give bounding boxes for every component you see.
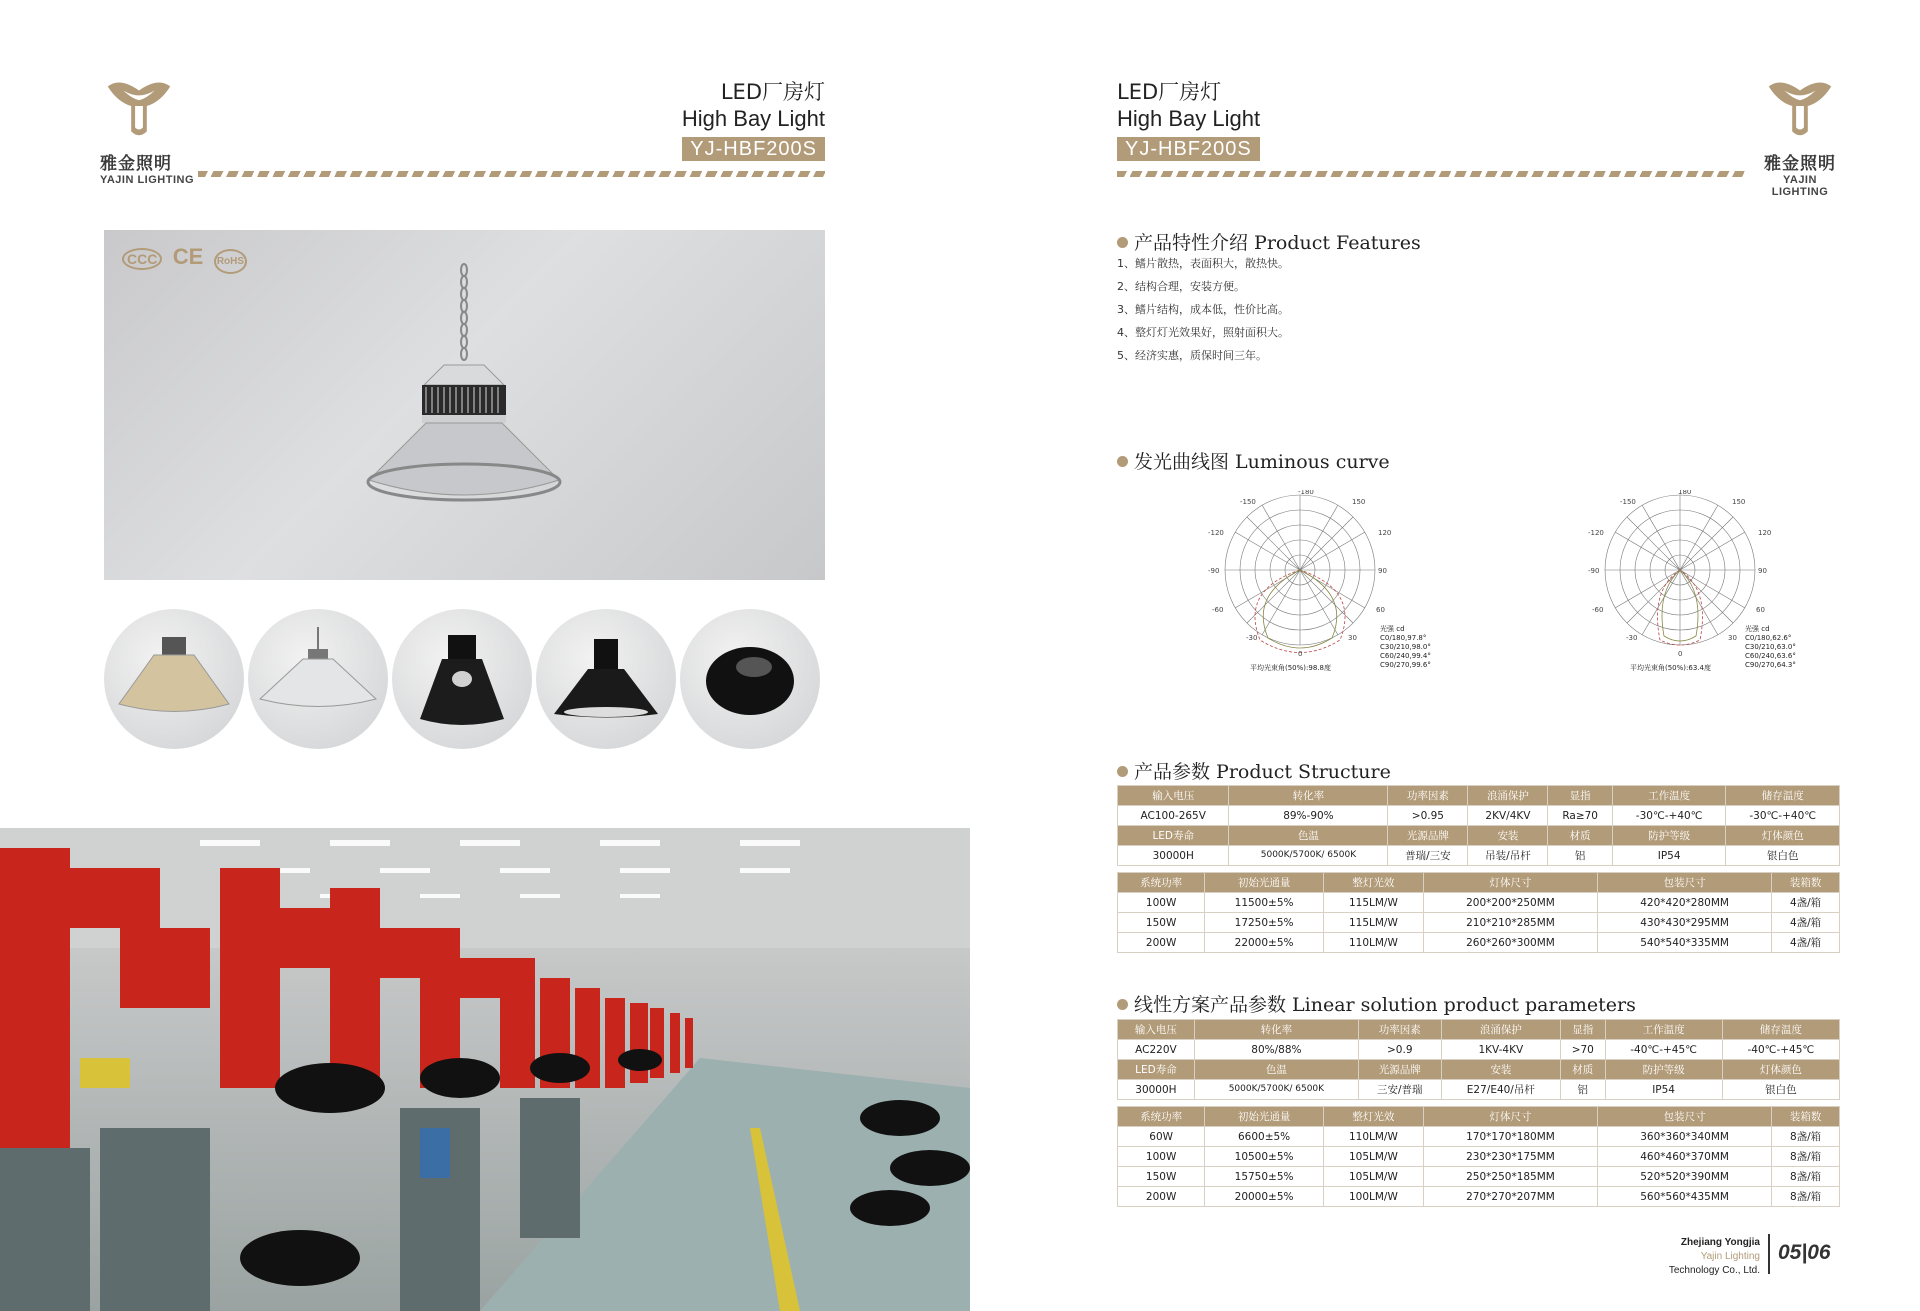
table-header-row: LED寿命 色温 光源品牌 安装 材质 防护等级 灯体颜色 [1118,826,1840,846]
section-bullet-icon [1117,456,1128,467]
section-bullet-icon [1117,237,1128,248]
header-model-right: YJ-HBF200S [1117,137,1260,161]
features-list [1117,252,1289,367]
polar-angle-label: 0 [1298,650,1303,658]
polar-angle-label: -30 [1246,634,1258,642]
structure-table-general [1117,785,1840,866]
lamp-black-icon [392,609,532,749]
beam-angle-1: 平均光束角(50%):98.8度 [1250,664,1331,672]
right-header [1117,76,1260,161]
header-model: YJ-HBF200S [682,137,825,161]
luminous-title: 发光曲线图 Luminous curve [1117,447,1390,474]
header-title-en: High Bay Light [681,106,825,131]
brand-logo-icon-right [1761,72,1839,144]
table-row: 60W 6600±5% 110LM/W 170*170*180MM 360*360*340MM 8盏/箱 [1118,1127,1840,1147]
beam-angle-2: 平均光束角(50%):63.4度 [1630,664,1711,672]
luminous-curve-2 [1560,490,1800,675]
product-thumb-heatsink[interactable] [680,609,820,749]
rohs-icon: RoHS [214,249,247,274]
brand-logo-icon [100,72,178,144]
left-header [682,76,825,161]
linear-tables [1117,1019,1840,1207]
polar-angle-label: -60 [1592,606,1604,614]
factory-photo [0,828,970,1311]
hero-product-image [104,230,825,580]
polar-angle-label: -90 [1208,567,1220,575]
table-header-row: LED寿命 色温 光源品牌 安装 材质 防护等级 灯体颜色 [1118,1060,1840,1080]
brand-name-cn-right: 雅金照明 [1764,154,1836,174]
page-number: 05|06 [1778,1241,1831,1264]
table-row: 200W 20000±5% 100LM/W 270*270*207MM 560*560*435MM 8盏/箱 [1118,1187,1840,1207]
ce-icon: CE [172,244,204,269]
polar-legend-2: 光强 cd C0/180,62.6° C30/210,63.0° C60/240,63.6° C90/270,64.3° [1745,625,1796,669]
polar-angle-label: 90 [1378,567,1387,575]
polar-angle-label: 30 [1728,634,1737,642]
table-row: AC220V 80%/88% >0.9 1KV-4KV >70 -40℃-+45℃ -40℃-+45℃ [1118,1040,1840,1060]
table-row: 200W 22000±5% 110LM/W 260*260*300MM 540*540*335MM 4盏/箱 [1118,933,1840,953]
linear-table-power [1117,1106,1840,1207]
brand-name-en-right: YAJIN LIGHTING [1771,174,1829,198]
feature-item: 1、鳍片散热，表面积大，散热快。 [1117,257,1289,270]
lamp-gold-icon [104,609,244,749]
table-row: 150W 15750±5% 105LM/W 250*250*185MM 520*520*390MM 8盏/箱 [1118,1167,1840,1187]
section-bullet-icon [1117,999,1128,1010]
table-row: 100W 10500±5% 105LM/W 230*230*175MM 460*460*370MM 8盏/箱 [1118,1147,1840,1167]
table-row: AC100-265V 89%-90% >0.95 2KV/4KV Ra≥70 -30℃-+40℃ -30℃-+40℃ [1118,806,1840,826]
table-row: 30000H 5000K/5700K/ 6500K 普瑞/三安 吊装/吊杆 铝 IP54 银白色 [1118,846,1840,866]
polar-angle-label: -120 [1588,529,1604,537]
feature-item: 5、经济实惠，质保时间三年。 [1117,349,1267,362]
polar-angle-label: -120 [1208,529,1224,537]
section-bullet-icon [1117,766,1128,777]
brand-name-en: YAJIN LIGHTING [100,174,194,186]
table-header-row: 系统功率 初始光通量 整灯光效 灯体尺寸 包装尺寸 装箱数 [1118,873,1840,893]
feature-item: 3、鳍片结构，成本低，性价比高。 [1117,303,1289,316]
structure-table-power [1117,872,1840,953]
polar-angle-label: 60 [1376,606,1385,614]
polar-angle-label: 0 [1678,650,1683,658]
header-title-en-right: High Bay Light [1117,106,1261,131]
table-header-row: 输入电压 转化率 功率因素 浪涌保护 显指 工作温度 储存温度 [1118,786,1840,806]
table-header-row: 输入电压 转化率 功率因素 浪涌保护 显指 工作温度 储存温度 [1118,1020,1840,1040]
polar-angle-label: -180 [1298,490,1314,496]
header-title-cn: LED厂房灯 [720,80,825,104]
table-header-row: 系统功率 初始光通量 整灯光效 灯体尺寸 包装尺寸 装箱数 [1118,1107,1840,1127]
polar-angle-label: 120 [1758,529,1772,537]
brand-name-cn: 雅金照明 [100,154,172,174]
product-thumb-gold[interactable] [104,609,244,749]
polar-angle-label: 150 [1352,498,1366,506]
polar-angle-label: 180 [1678,490,1692,496]
structure-title: 产品参数 Product Structure [1117,757,1391,784]
luminous-curve-1 [1180,490,1431,675]
polar-angle-label: -150 [1240,498,1256,506]
footer-company: Zhejiang Yongjia Yajin Lighting Technology Co., Ltd. [1668,1237,1760,1276]
polar-angle-label: 150 [1732,498,1746,506]
lamp-black-cone-icon [536,609,676,749]
polar-angle-label: -150 [1620,498,1636,506]
polar-angle-label: 120 [1378,529,1392,537]
product-thumb-black-a[interactable] [392,609,532,749]
cert-badges [122,244,247,270]
linear-table-general [1117,1019,1840,1100]
header-rule-right [1117,171,1745,177]
polar-angle-label: 30 [1348,634,1357,642]
table-row: 30000H 5000K/5700K/ 6500K 三安/普瑞 E27/E40/吊杆 铝 IP54 银白色 [1118,1080,1840,1100]
footer-divider [1768,1234,1770,1274]
polar-angle-label: 90 [1758,567,1767,575]
polar-angle-label: -60 [1212,606,1224,614]
heatsink-icon [680,609,820,749]
polar-angle-label: -30 [1626,634,1638,642]
ccc-icon: CCC [122,248,162,270]
polar-legend-1: 光强 cd C0/180,97.8° C30/210,98.0° C60/240,99.4° C90/270,99.6° [1380,625,1431,669]
header-title-cn-right: LED厂房灯 [1117,80,1222,104]
feature-item: 2、结构合理，安装方便。 [1117,280,1245,293]
linear-title: 线性方案产品参数 Linear solution product parameters [1117,990,1636,1017]
header-rule [198,171,825,177]
lamp-silver-icon [248,609,388,749]
brand-logo [100,72,220,186]
structure-tables [1117,785,1840,953]
polar-angle-label: -90 [1588,567,1600,575]
high-bay-lamp-icon [364,260,564,570]
table-row: 150W 17250±5% 115LM/W 210*210*285MM 430*430*295MM 4盏/箱 [1118,913,1840,933]
feature-item: 4、整灯灯光效果好，照射面积大。 [1117,326,1289,339]
product-thumb-silver[interactable] [248,609,388,749]
features-title: 产品特性介绍 Product Features [1117,228,1421,255]
product-thumb-black-b[interactable] [536,609,676,749]
polar-angle-label: 60 [1756,606,1765,614]
brand-logo-right [1754,72,1846,198]
table-row: 100W 11500±5% 115LM/W 200*200*250MM 420*420*280MM 4盏/箱 [1118,893,1840,913]
factory-scene-icon [0,828,970,1311]
